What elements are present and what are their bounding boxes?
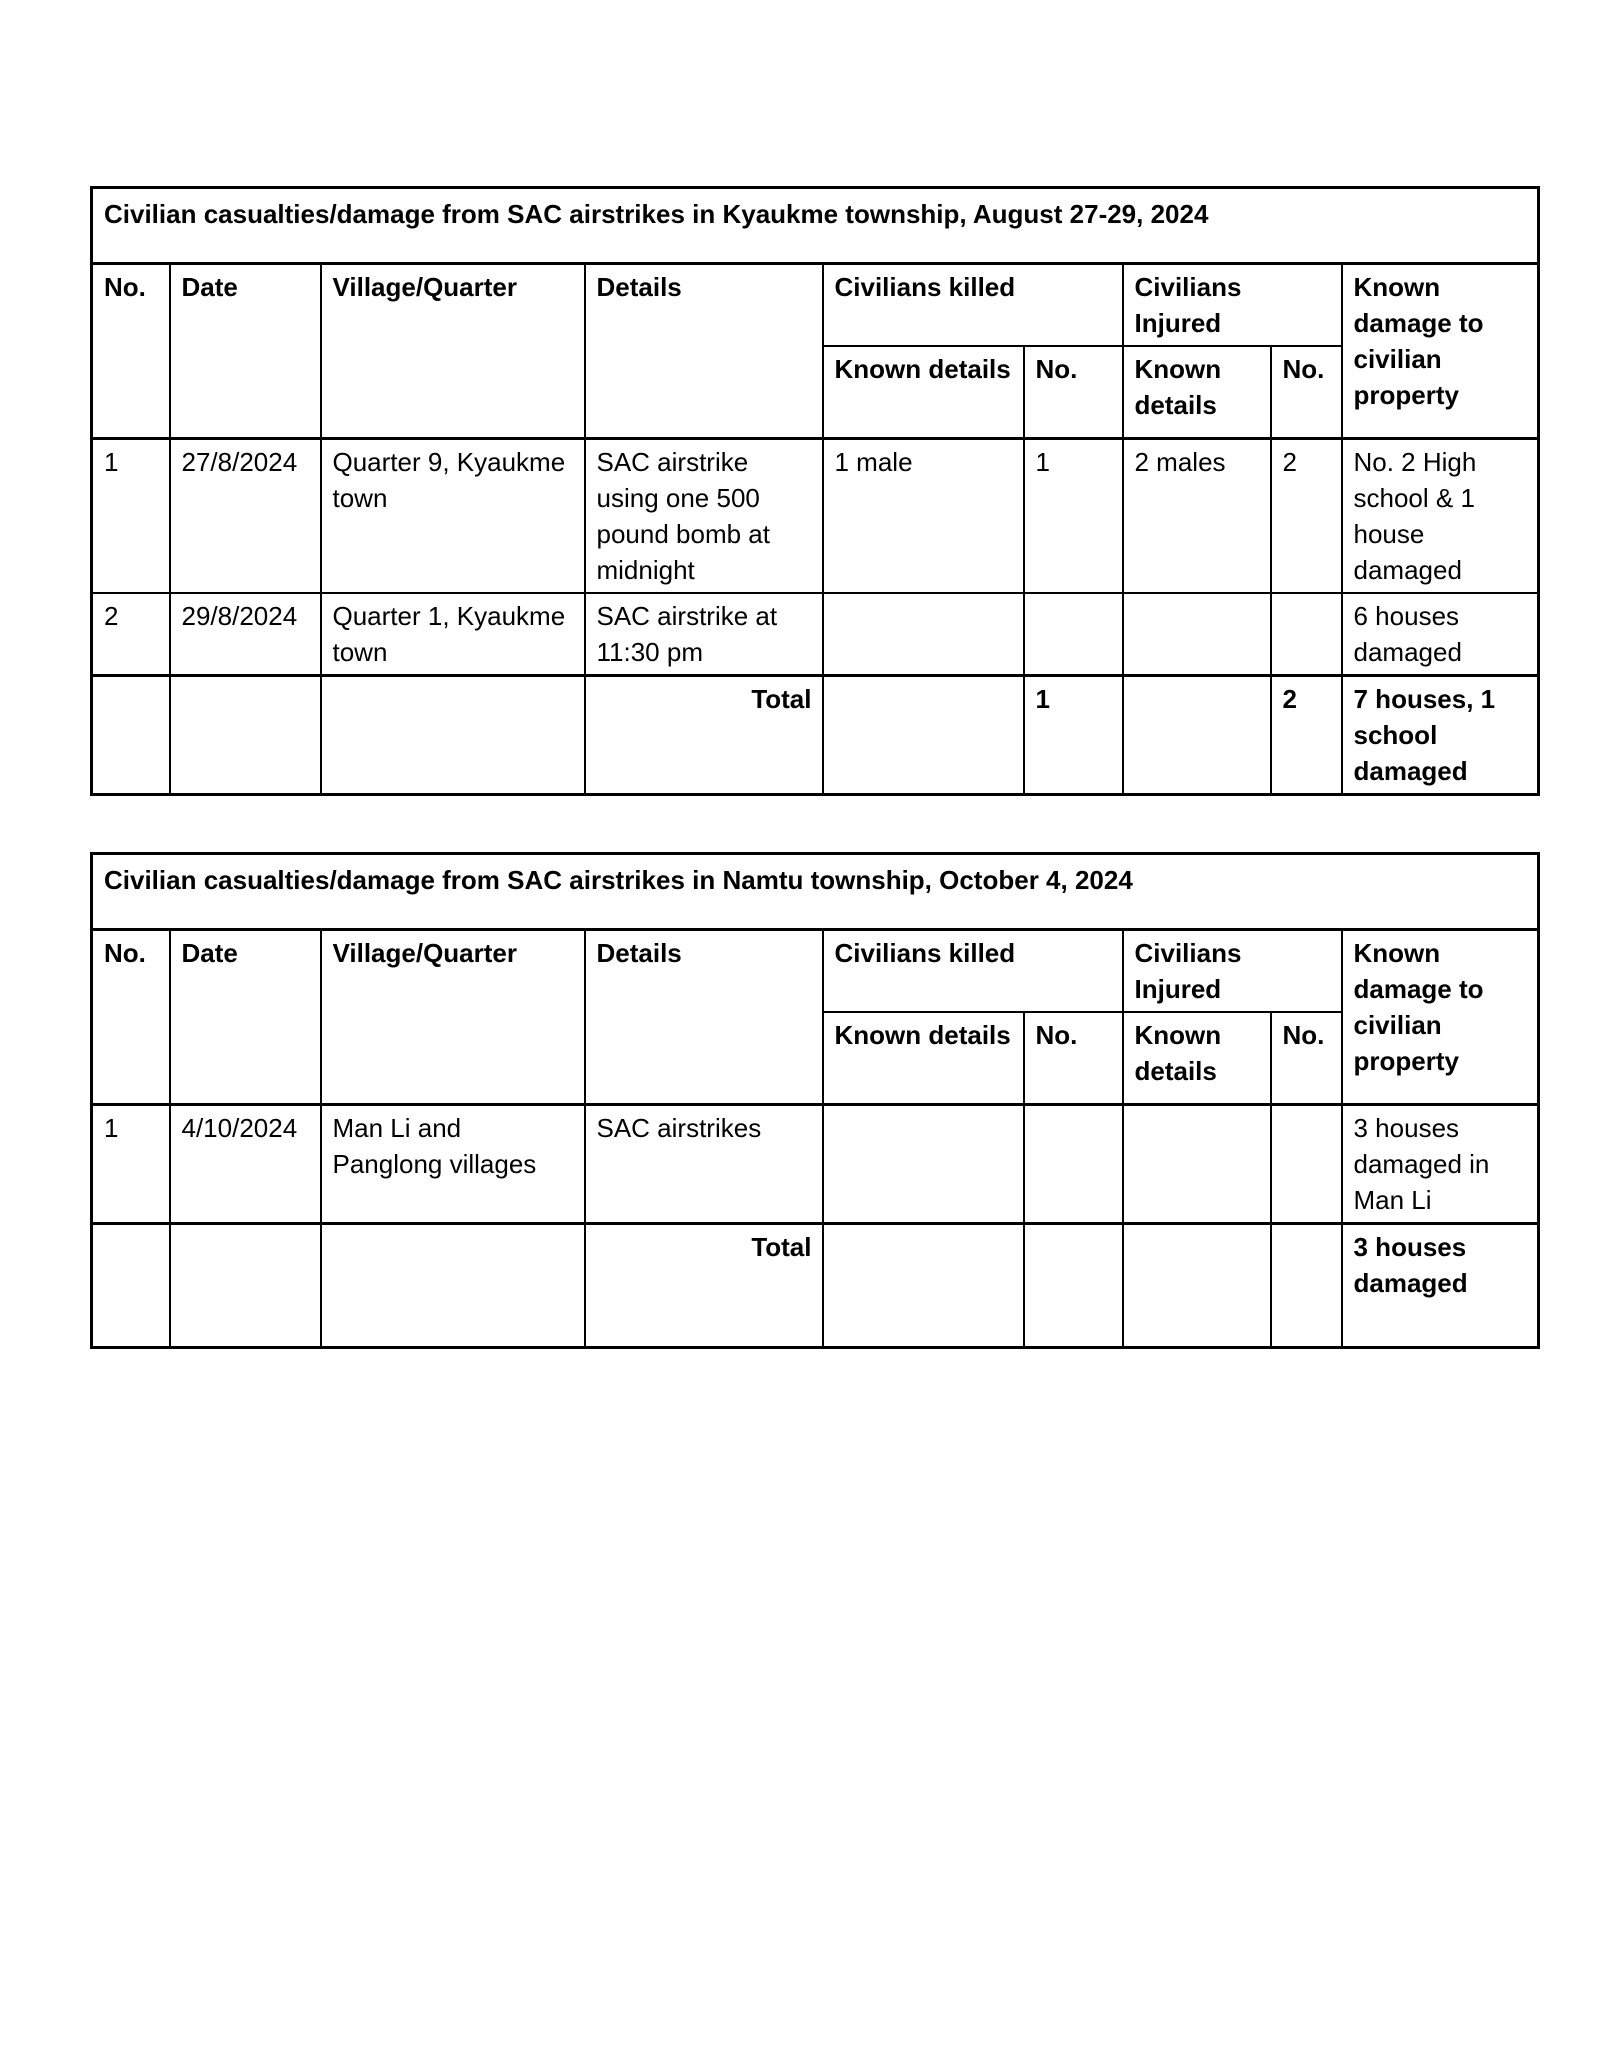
subheader-injured-no: No. — [1271, 1012, 1342, 1104]
cell-injured-no — [1271, 593, 1342, 676]
subheader-killed-known-details: Known details — [823, 1012, 1024, 1104]
cell-date: 27/8/2024 — [170, 438, 321, 593]
total-injured-no — [1271, 1223, 1342, 1347]
subheader-killed-known-details: Known details — [823, 346, 1024, 438]
total-injured-details — [1123, 1223, 1271, 1347]
total-row — [92, 1223, 1539, 1347]
subheader-killed-no: No. — [1024, 346, 1123, 438]
cell-injured-details — [1123, 1104, 1271, 1223]
table-title: Civilian casualties/damage from SAC airstrikes in Kyaukme township, August 27-29, 2024 — [92, 188, 1539, 264]
cell-killed-no: 1 — [1024, 438, 1123, 593]
kyaukme-airstrikes-table — [90, 186, 1540, 796]
total-label: Total — [585, 1223, 823, 1347]
cell-killed-no — [1024, 1104, 1123, 1223]
total-cell-village — [321, 1223, 585, 1347]
col-header-damage: Known damage to civilian property — [1342, 264, 1539, 439]
subheader-injured-known-details: Known details — [1123, 346, 1271, 438]
total-cell-no — [92, 675, 170, 794]
col-header-date: Date — [170, 264, 321, 439]
col-header-village: Village/Quarter — [321, 930, 585, 1105]
table-row — [92, 593, 1539, 676]
col-header-village: Village/Quarter — [321, 264, 585, 439]
col-header-civilians-injured: Civilians Injured — [1123, 264, 1342, 347]
cell-village: Quarter 1, Kyaukme town — [321, 593, 585, 676]
cell-village: Man Li and Panglong villages — [321, 1104, 585, 1223]
total-cell-no — [92, 1223, 170, 1347]
total-cell-date — [170, 675, 321, 794]
cell-details: SAC airstrike using one 500 pound bomb at midnight — [585, 438, 823, 593]
cell-no: 1 — [92, 438, 170, 593]
cell-details: SAC airstrike at 11:30 pm — [585, 593, 823, 676]
cell-damage: 6 houses damaged — [1342, 593, 1539, 676]
cell-no: 2 — [92, 593, 170, 676]
cell-no: 1 — [92, 1104, 170, 1223]
col-header-civilians-injured: Civilians Injured — [1123, 930, 1342, 1013]
cell-killed-details — [823, 1104, 1024, 1223]
col-header-damage: Known damage to civilian property — [1342, 930, 1539, 1105]
total-injured-no: 2 — [1271, 675, 1342, 794]
cell-damage: No. 2 High school & 1 house damaged — [1342, 438, 1539, 593]
cell-killed-no — [1024, 593, 1123, 676]
total-damage: 7 houses, 1 school damaged — [1342, 675, 1539, 794]
cell-injured-no: 2 — [1271, 438, 1342, 593]
cell-killed-details — [823, 593, 1024, 676]
col-header-no: No. — [92, 264, 170, 439]
col-header-no: No. — [92, 930, 170, 1105]
cell-killed-details: 1 male — [823, 438, 1024, 593]
col-header-details: Details — [585, 264, 823, 439]
subheader-killed-no: No. — [1024, 1012, 1123, 1104]
total-damage: 3 houses damaged — [1342, 1223, 1539, 1347]
subheader-injured-known-details: Known details — [1123, 1012, 1271, 1104]
cell-date: 4/10/2024 — [170, 1104, 321, 1223]
table-title: Civilian casualties/damage from SAC airstrikes in Namtu township, October 4, 2024 — [92, 854, 1539, 930]
table-row — [92, 1104, 1539, 1223]
col-header-date: Date — [170, 930, 321, 1105]
total-injured-details — [1123, 675, 1271, 794]
cell-date: 29/8/2024 — [170, 593, 321, 676]
total-cell-date — [170, 1223, 321, 1347]
cell-details: SAC airstrikes — [585, 1104, 823, 1223]
cell-village: Quarter 9, Kyaukme town — [321, 438, 585, 593]
cell-injured-no — [1271, 1104, 1342, 1223]
total-cell-village — [321, 675, 585, 794]
total-row — [92, 675, 1539, 794]
total-killed-no — [1024, 1223, 1123, 1347]
col-header-details: Details — [585, 930, 823, 1105]
col-header-civilians-killed: Civilians killed — [823, 930, 1123, 1013]
cell-injured-details — [1123, 593, 1271, 676]
subheader-injured-no: No. — [1271, 346, 1342, 438]
cell-injured-details: 2 males — [1123, 438, 1271, 593]
total-label: Total — [585, 675, 823, 794]
total-killed-details — [823, 1223, 1024, 1347]
cell-damage: 3 houses damaged in Man Li — [1342, 1104, 1539, 1223]
total-killed-details — [823, 675, 1024, 794]
table-row — [92, 438, 1539, 593]
total-killed-no: 1 — [1024, 675, 1123, 794]
col-header-civilians-killed: Civilians killed — [823, 264, 1123, 347]
namtu-airstrikes-table — [90, 852, 1540, 1349]
